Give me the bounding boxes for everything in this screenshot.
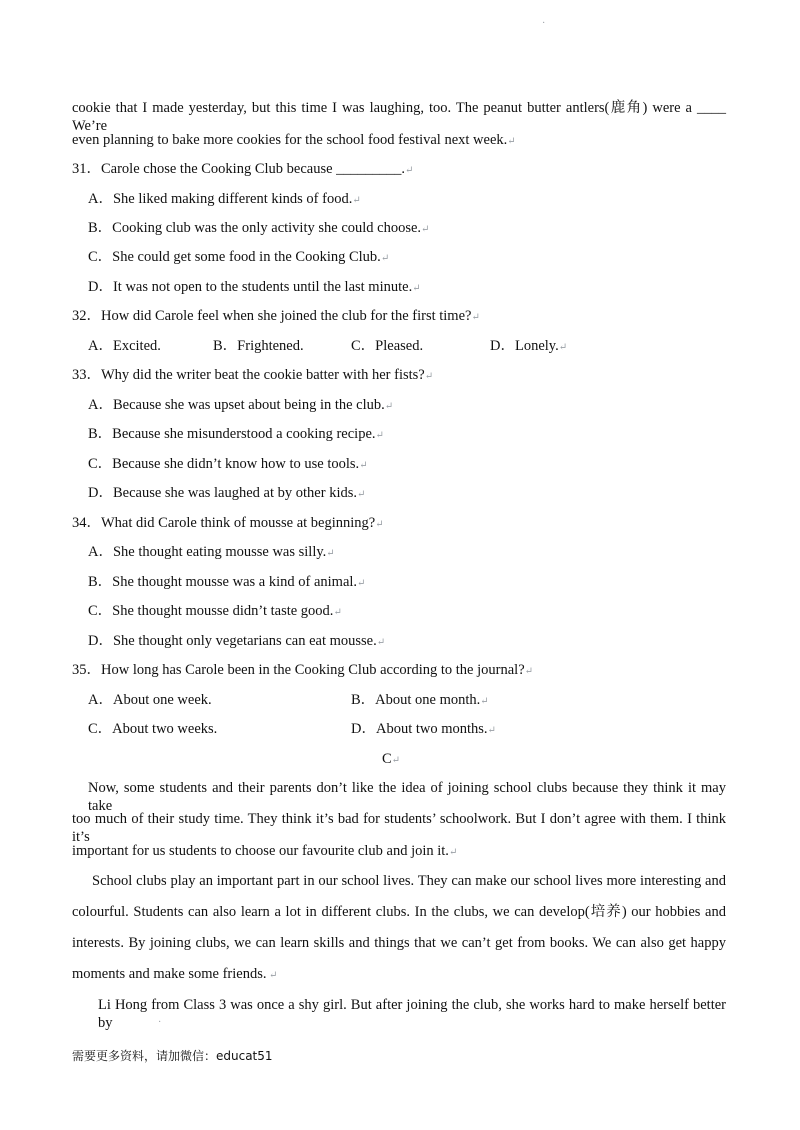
option: D．It was not open to the students until the last minute.↵ [88,279,421,295]
option: C．Pleased. [351,338,424,354]
question-stem: 31．Carole chose the Cooking Club because _________.↵ [72,161,414,177]
bottom-mark: · [158,1017,162,1028]
option: B．Frightened. [213,338,304,354]
paragraph-line: Li Hong from Class 3 was once a shy girl. But after joining the club, she works hard to make herself better by [98,997,726,1031]
option: C．Because she didn’t know how to use tools.↵ [88,456,368,472]
paragraph-line: important for us students to choose our favourite club and join it.↵ [72,843,458,859]
option: A．Excited. [88,338,161,354]
paragraph-line: colourful. Students can also learn a lot in different clubs. In the clubs, we can develop(培养) our hobbies and [72,904,726,920]
option: B．Because she misunderstood a cooking recipe.↵ [88,426,384,442]
question-stem: 34．What did Carole think of mousse at beginning?↵ [72,515,384,531]
option: B．She thought mousse was a kind of animal.↵ [88,574,366,590]
option: B．About one month.↵ [351,692,489,708]
option: B．Cooking club was the only activity she could choose.↵ [88,220,430,236]
option: D．She thought only vegetarians can eat mousse.↵ [88,633,386,649]
option: D．About two months.↵ [351,721,496,737]
option: A．Because she was upset about being in the club.↵ [88,397,394,413]
page-footer: 需要更多资料，请加微信：educat51 [72,1049,273,1063]
option: C．About two weeks. [88,721,218,737]
paragraph-line: moments and make some friends. ↵ [72,966,278,982]
option: C．She thought mousse didn’t taste good.↵ [88,603,342,619]
paragraph-line: School clubs play an important part in our school lives. They can make our school lives more interesting and [92,873,726,889]
option: D．Lonely.↵ [490,338,568,354]
passage-line: even planning to bake more cookies for the school food festival next week.↵ [72,132,516,148]
paragraph-line: Now, some students and their parents don’t like the idea of joining school clubs because they think it may take [88,780,726,814]
paragraph-line: too much of their study time. They think it’s bad for students’ schoolwork. But I don’t agree with them. I think it’s [72,811,726,845]
passage-line: cookie that I made yesterday, but this time I was laughing, too. The peanut butter antlers(鹿角) were a ____ We’re [72,100,726,134]
option: A．About one week. [88,692,212,708]
section-heading: C↵ [382,751,401,767]
option: D．Because she was laughed at by other kids.↵ [88,485,366,501]
question-stem: 33．Why did the writer beat the cookie batter with her fists?↵ [72,367,434,383]
paragraph-line: interests. By joining clubs, we can learn skills and things that we can’t get from books. We can also get happy [72,935,726,951]
question-stem: 32．How did Carole feel when she joined the club for the first time?↵ [72,308,480,324]
option: C．She could get some food in the Cooking Club.↵ [88,249,390,265]
option: A．She thought eating mousse was silly.↵ [88,544,335,560]
top-mark: · [542,18,546,29]
option: A．She liked making different kinds of food.↵ [88,191,361,207]
question-stem: 35．How long has Carole been in the Cooking Club according to the journal?↵ [72,662,534,678]
